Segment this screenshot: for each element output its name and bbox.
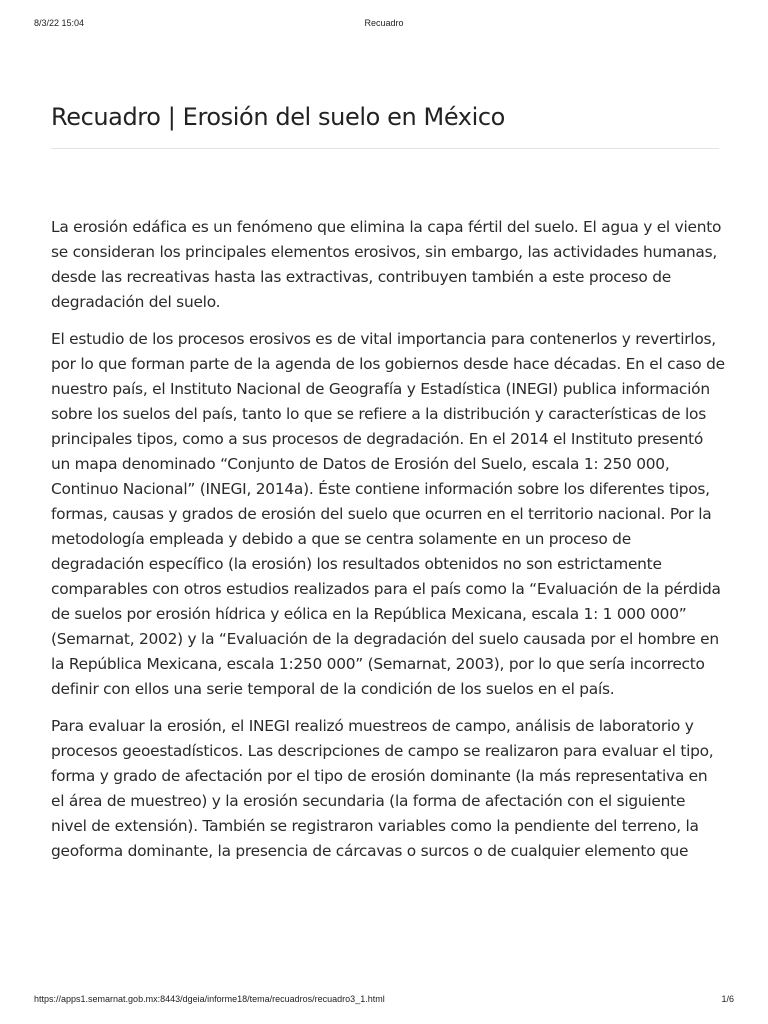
print-title: Recuadro — [364, 18, 404, 28]
paragraph-2: El estudio de los procesos erosivos es de vital importancia para contenerlos y revertirlos, por lo que forman parte de la agenda de los gobiernos desde hace décadas. En el caso de nuestro país, el Instituto Nacional de Geografía y Estadística (INEGI) publica información sobre los suelos del país, tanto lo que se refiere a la distribución y características de los principales tipos, como a sus procesos de degradación. En el 2014 el Instituto presentó un mapa denominado “Conjunto de Datos de Erosión del Suelo, escala 1: 250 000, Continuo Nacional” (INEGI, 2014a). Éste contiene información sobre los diferentes tipos, formas, causas y grados de erosión del suelo que ocurren en el territorio nacional. Por la metodología empleada y debido a que se centra solamente en un proceso de degradación específico (la erosión) los resultados obtenidos no son estrictamente comparables con otros estudios realizados para el país como la “Evaluación de la pérdida de suelos por erosión hídrica y eólica en la República Mexicana, escala 1: 1 000 000” (Semarnat, 2002) y la “Evaluación de la degradación del suelo causada por el hombre en la República Mexicana, escala 1:250 000” (Semarnat, 2003), por lo que sería incorrecto definir con ellos una serie temporal de la condición de los suelos en el país. — [51, 330, 725, 698]
page-title: Recuadro | Erosión del suelo en México — [51, 103, 505, 131]
paragraph-1: La erosión edáfica es un fenómeno que elimina la capa fértil del suelo. El agua y el viento se consideran los principales elementos erosivos, sin embargo, las actividades humanas, desde las recreativas hasta las extractivas, contribuyen también a este proceso de degradación del suelo. — [51, 218, 722, 311]
article-body — [51, 215, 725, 876]
source-url: https://apps1.semarnat.gob.mx:8443/dgeia/informe18/tema/recuadros/recuadro3_1.html — [34, 994, 385, 1004]
title-divider — [51, 148, 719, 149]
paragraph-3: Para evaluar la erosión, el INEGI realizó muestreos de campo, análisis de laboratorio y procesos geoestadísticos. Las descripciones de campo se realizaron para evaluar el tipo, forma y grado de afectación por el tipo de erosión dominante (la más representativa en el área de muestreo) y la erosión secundaria (la forma de afectación con el siguiente nivel de extensión). También se registraron variables como la pendiente del terreno, la geoforma dominante, la presencia de cárcavas o surcos o de cualquier elemento que — [51, 717, 714, 860]
print-datetime: 8/3/22 15:04 — [34, 18, 85, 28]
print-header — [34, 18, 734, 32]
print-footer — [34, 994, 734, 1008]
page-number: 1/6 — [721, 994, 734, 1004]
